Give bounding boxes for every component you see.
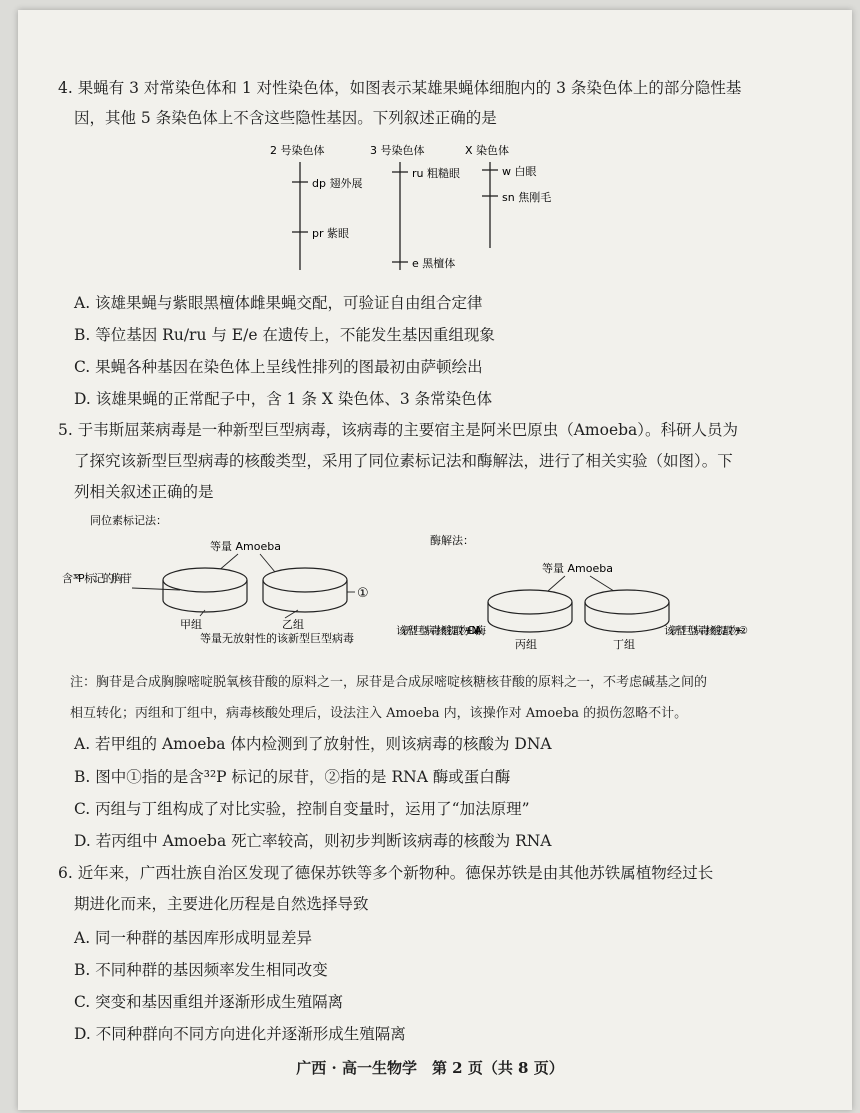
q4-stem-line1: 4. 果蝇有 3 对常染色体和 1 对性染色体，如图表示某雄果蝇体细胞内的 3 条染色体上的部分隐性基 xyxy=(58,79,742,97)
gene-e: e 黑檀体 xyxy=(412,257,456,270)
extract-2-label: 该新型巨型病毒核酸提取物+② xyxy=(664,625,748,637)
q5-option-d[interactable]: D. 若丙组中 Amoeba 死亡率较高，则初步判断该病毒的核酸为 RNA xyxy=(74,832,552,850)
q6-option-a[interactable]: A. 同一种群的基因库形成明显差异 xyxy=(74,929,313,947)
extract-dna-label: 该新型巨型病毒核酸提取物+DNA 酶 xyxy=(396,625,486,637)
page-footer: 广西 · 高一生物学 第 2 页（共 8 页） xyxy=(296,1059,564,1077)
gene-sn: sn 焦刚毛 xyxy=(502,191,552,204)
q4-option-d[interactable]: D. 该雄果蝇的正常配子中，含 1 条 X 染色体、3 条常染色体 xyxy=(74,390,493,408)
group-a-label: 甲组 xyxy=(180,618,202,631)
equal-amoeba-label: 等量 Amoeba xyxy=(210,540,281,553)
q5-option-b[interactable]: B. 图中①指的是含³²P 标记的尿苷，②指的是 RNA 酶或蛋白酶 xyxy=(74,768,511,786)
q5-option-a[interactable]: A. 若甲组的 Amoeba 体内检测到了放射性，则该病毒的核酸为 DNA xyxy=(74,735,552,753)
group-b-label: 乙组 xyxy=(282,618,304,631)
q4-stem-line2: 因，其他 5 条染色体上不含这些隐性基因。下列叙述正确的是 xyxy=(74,109,497,127)
chrom3-title: 3 号染色体 xyxy=(370,144,425,157)
group-d-label: 丁组 xyxy=(613,638,635,651)
q5-stem-line3: 列相关叙述正确的是 xyxy=(74,483,214,501)
q6-stem-line1: 6. 近年来，广西壮族自治区发现了德保苏铁等多个新物种。德保苏铁是由其他苏铁属植物经过长 xyxy=(58,864,714,882)
q4-chromosome-diagram xyxy=(250,140,610,280)
isotope-title: 同位素标记法： xyxy=(90,514,167,527)
q4-option-a[interactable]: A. 该雄果蝇与紫眼黑檀体雌果蝇交配，可验证自由组合定律 xyxy=(74,294,483,312)
q5-note-line1: 注：胸苷是合成胸腺嘧啶脱氧核苷酸的原料之一，尿苷是合成尿嘧啶核糖核苷酸的原料之一，不考虑碱基之间的 xyxy=(70,675,708,690)
q5-experiment-diagram xyxy=(60,510,750,660)
gene-w: w 白眼 xyxy=(502,165,537,178)
nonradioactive-label: 等量无放射性的该新型巨型病毒 xyxy=(200,632,354,645)
chrom2-title: 2 号染色体 xyxy=(270,144,325,157)
gene-pr: pr 紫眼 xyxy=(312,227,350,240)
q4-option-c[interactable]: C. 果蝇各种基因在染色体上呈线性排列的图最初由萨顿绘出 xyxy=(74,358,483,376)
q5-stem-line2: 了探究该新型巨型病毒的核酸类型，采用了同位素标记法和酶解法，进行了相关实验（如图）。下 xyxy=(74,452,733,470)
equal-amoeba-label-2: 等量 Amoeba xyxy=(542,562,613,575)
gene-dp: dp 翅外展 xyxy=(312,177,363,190)
q4-option-b[interactable]: B. 等位基因 Ru/ru 与 E/e 在遗传上，不能发生基因重组现象 xyxy=(74,326,495,344)
q5-stem-line1: 5. 于韦斯屈莱病毒是一种新型巨型病毒，该病毒的主要宿主是阿米巴原虫（Amoeba）。科研人员为 xyxy=(58,421,739,439)
q6-option-d[interactable]: D. 不同种群向不同方向进化并逐渐形成生殖隔离 xyxy=(74,1025,406,1043)
group-c-label: 丙组 xyxy=(515,638,537,651)
q6-stem-line2: 期进化而来，主要进化历程是自然选择导致 xyxy=(74,895,369,913)
q5-note-line2: 相互转化；丙组和丁组中，病毒核酸处理后，设法注入 Amoeba 内，该操作对 Amoeba 的损伤忽略不计。 xyxy=(70,706,688,721)
circle-1-label: ① xyxy=(357,586,369,601)
q6-option-b[interactable]: B. 不同种群的基因频率发生相同改变 xyxy=(74,961,328,979)
enzyme-title: 酶解法： xyxy=(430,534,474,547)
chromX-title: X 染色体 xyxy=(465,144,510,157)
thymidine-label: 含 ³²P 标记的胸苷 xyxy=(62,572,132,585)
q6-option-c[interactable]: C. 突变和基因重组并逐渐形成生殖隔离 xyxy=(74,993,344,1011)
gene-ru: ru 粗糙眼 xyxy=(412,167,460,180)
q5-option-c[interactable]: C. 丙组与丁组构成了对比实验，控制自变量时，运用了“加法原理” xyxy=(74,800,530,818)
